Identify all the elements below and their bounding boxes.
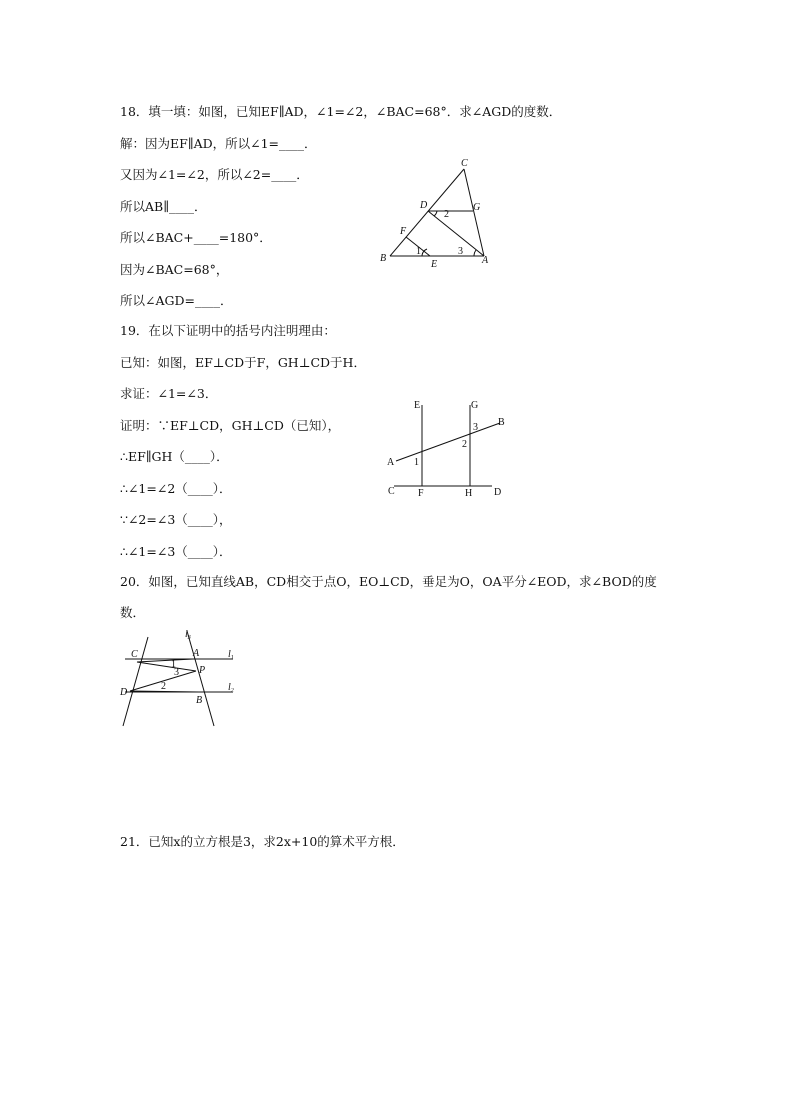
label-A: A <box>193 648 200 659</box>
q19-figure <box>380 395 515 500</box>
angle-label-1: 1 <box>414 457 419 468</box>
angle-label-2: 2 <box>161 681 166 692</box>
label-l1-sub: 1 <box>230 655 234 661</box>
angle-3-arc <box>474 250 476 256</box>
segment-CP <box>137 662 196 671</box>
label-A: A <box>387 457 395 468</box>
q18-step-6: 所以∠AGD=____． <box>120 293 233 308</box>
line-l3 <box>187 631 214 726</box>
label-D: D <box>420 200 428 211</box>
angle-label-1: 1 <box>416 246 421 257</box>
label-l3 <box>185 629 191 641</box>
q19-title: 19．在以下证明中的括号内注明理由： <box>120 323 336 338</box>
q19-prove: 求证：∠1=∠3． <box>120 386 218 401</box>
q19-proof-4: ∴∠1=∠3（____）． <box>120 544 232 559</box>
label-D: D <box>120 687 128 698</box>
q19-given: 已知：如图，EF⊥CD于F，GH⊥CD于H． <box>120 355 366 370</box>
label-C: C <box>461 158 468 169</box>
q20-figure <box>115 625 245 730</box>
label-E: E <box>431 259 438 270</box>
label-F: F <box>400 226 407 237</box>
angle-label-3: 3 <box>174 667 179 678</box>
segment-BC <box>390 169 464 256</box>
label-A: A <box>482 255 489 266</box>
q18-step-1: 解：因为EF∥AD，所以∠1=____． <box>120 136 317 151</box>
q21-text: 21．已知x的立方根是3，求2x+10的算术平方根． <box>120 834 405 849</box>
label-F: F <box>418 488 424 499</box>
q18-step-4: 所以∠BAC+____=180°． <box>120 230 272 245</box>
label-G: G <box>473 202 481 213</box>
angle-label-1: 1 <box>171 659 176 670</box>
angle-label-2: 2 <box>444 209 449 220</box>
label-P: P <box>199 665 206 676</box>
label-E: E <box>414 400 421 411</box>
label-C: C <box>388 486 395 497</box>
q18-step-3: 所以AB∥____． <box>120 199 207 214</box>
label-D: D <box>494 487 502 498</box>
label-l3-sub: 3 <box>187 635 191 641</box>
q18-step-5: 因为∠BAC=68°， <box>120 262 229 277</box>
label-H: H <box>465 488 473 499</box>
label-B: B <box>380 253 387 264</box>
label-l1 <box>228 649 234 661</box>
q20-line-1: 20．如图，已知直线AB，CD相交于点O，EO⊥CD，垂足为O，OA平分∠EOD，求∠BOD的度 <box>120 574 657 589</box>
label-G: G <box>471 400 479 411</box>
angle-label-3: 3 <box>473 422 478 433</box>
q18-figure <box>370 155 500 270</box>
label-C: C <box>131 649 138 660</box>
q20-line-2: 数． <box>120 605 146 620</box>
q19-proof-0: 证明：∵EF⊥CD，GH⊥CD（已知）， <box>120 418 341 433</box>
label-l2 <box>228 682 234 694</box>
label-l2-letter: l <box>228 682 231 693</box>
label-l3-letter: l <box>185 629 188 640</box>
q19-proof-3: ∵∠2=∠3（____）， <box>120 512 232 527</box>
q19-proof-1: ∴EF∥GH（____）． <box>120 449 229 464</box>
line-AB <box>396 423 500 461</box>
angle-2-arc <box>434 211 437 216</box>
label-l2-sub: 2 <box>230 688 234 694</box>
q18-title: 18．填一填：如图，已知EF∥AD，∠1=∠2，∠BAC=68°．求∠AGD的度数． <box>120 104 562 119</box>
q18-step-2: 又因为∠1=∠2，所以∠2=____． <box>120 167 309 182</box>
label-B: B <box>196 695 203 706</box>
angle-label-3: 3 <box>458 246 463 257</box>
label-l1-letter: l <box>228 649 231 660</box>
label-B: B <box>498 417 505 428</box>
q19-proof-2: ∴∠1=∠2（____）． <box>120 481 232 496</box>
angle-label-2: 2 <box>462 439 467 450</box>
